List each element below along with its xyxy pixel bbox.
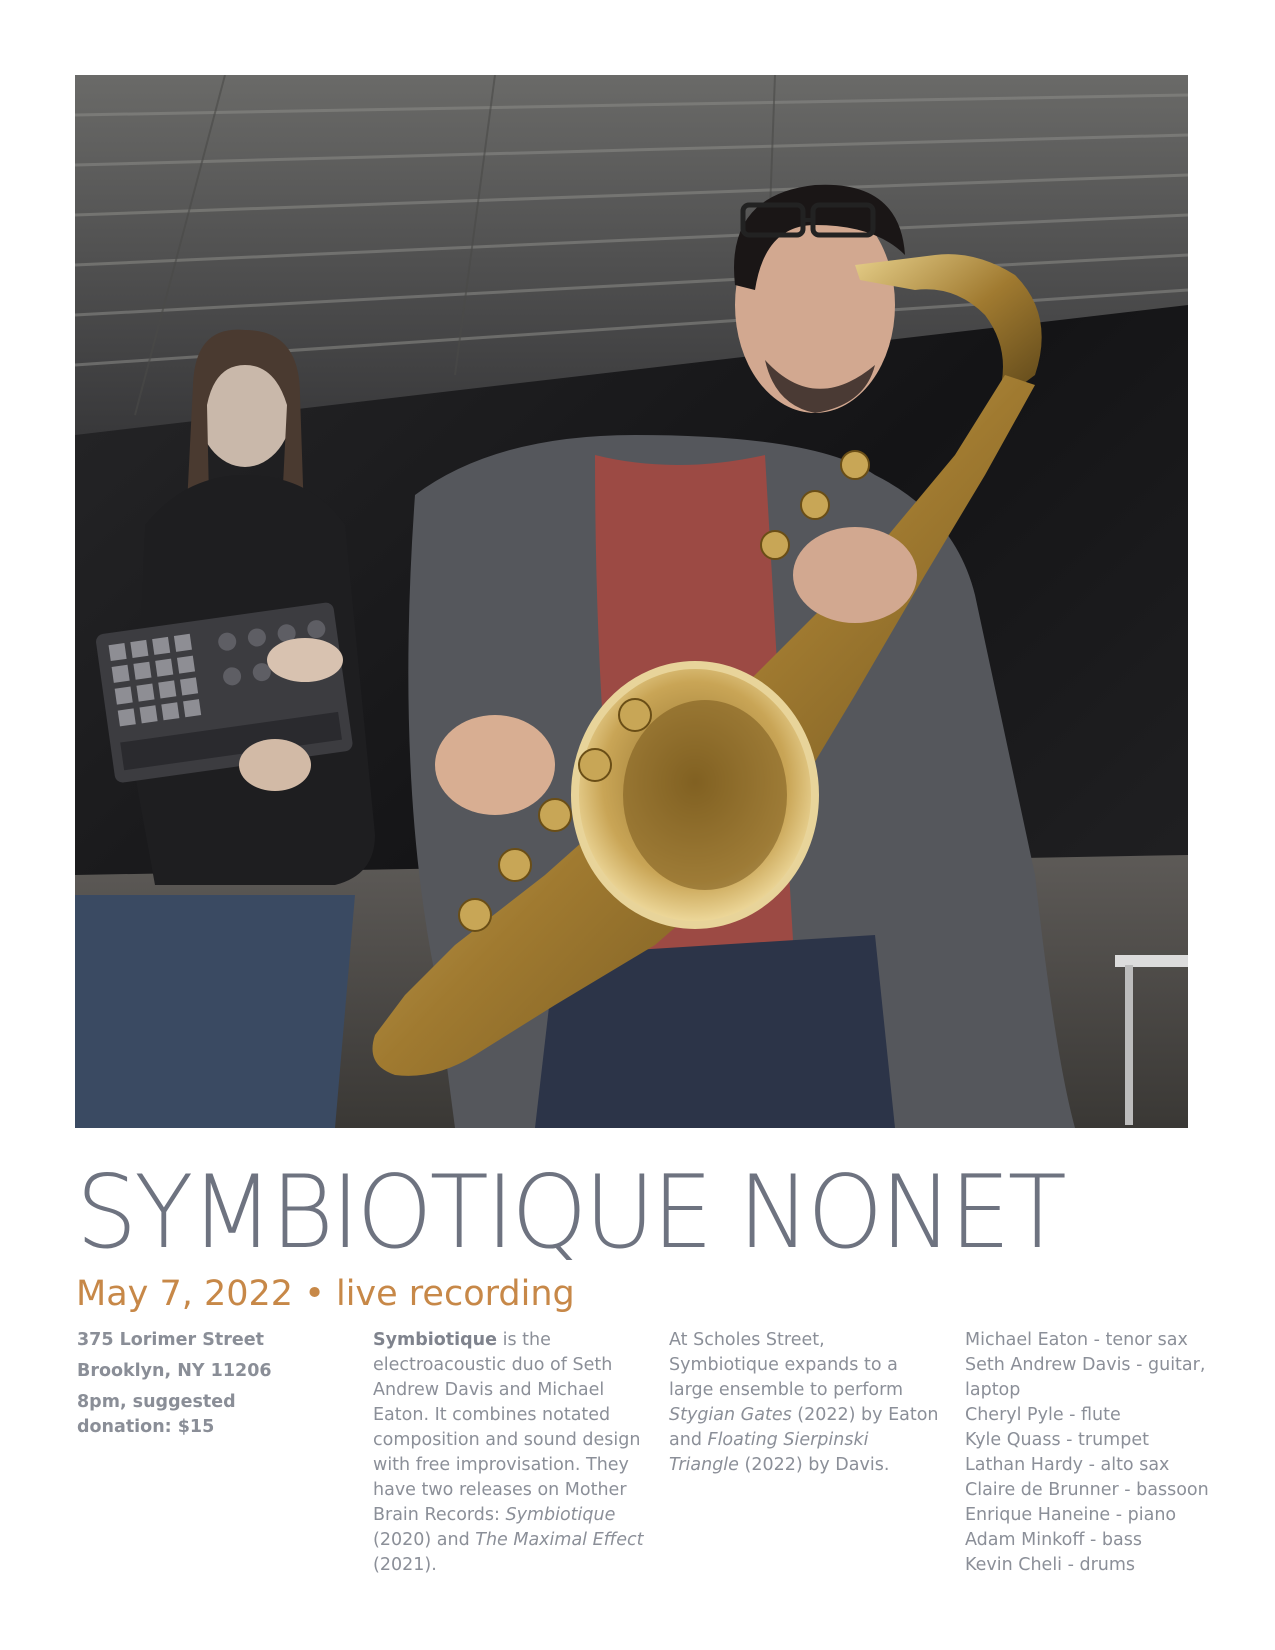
venue-info: [77, 1328, 332, 1446]
program-text-2: (2022) by Eaton and: [669, 1405, 939, 1450]
program-text-1: At Scholes Street, Symbiotique expands to a large ensemble to perform: [669, 1330, 904, 1400]
program-text-3: (2022) by Davis.: [738, 1455, 890, 1475]
personnel-list: [965, 1328, 1235, 1578]
venue-time-price: 8pm, suggested donation: $15: [77, 1392, 236, 1437]
program-work-1: Stygian Gates: [669, 1405, 792, 1425]
about-name: Symbiotique: [373, 1330, 498, 1350]
personnel-item: Enrique Haneine - piano: [965, 1505, 1177, 1525]
about-album-2: The Maximal Effect: [475, 1530, 644, 1550]
program-paragraph: [669, 1328, 939, 1478]
about-text-2: (2020) and: [373, 1530, 476, 1550]
personnel-item: Kyle Quass - trumpet: [965, 1430, 1149, 1450]
about-text-3: (2021).: [373, 1555, 437, 1575]
personnel-item: Lathan Hardy - alto sax: [965, 1455, 1170, 1475]
personnel-item: Seth Andrew Davis - guitar, laptop: [965, 1355, 1206, 1400]
about-text-1: is the electroacoustic duo of Seth Andrew Davis and Michael Eaton. It combines notated composition and sound design with free improvisation. They have two releases on Mother Brain Records:: [373, 1330, 641, 1525]
about-album-1: Symbiotique: [505, 1505, 616, 1525]
personnel-item: Kevin Cheli - drums: [965, 1555, 1136, 1575]
personnel-item: Adam Minkoff - bass: [965, 1530, 1142, 1550]
about-paragraph: [373, 1328, 648, 1578]
venue-street: 375 Lorimer Street: [77, 1330, 264, 1350]
personnel-item: Cheryl Pyle - flute: [965, 1405, 1121, 1425]
personnel-item: Claire de Brunner - bassoon: [965, 1480, 1209, 1500]
personnel-item: Michael Eaton - tenor sax: [965, 1330, 1188, 1350]
event-title: SYMBIOTIQUE NONET: [76, 1153, 1064, 1271]
hero-photo: [75, 75, 1188, 1128]
program-work-2: Floating Sierpinski Triangle: [669, 1430, 869, 1475]
venue-city: Brooklyn, NY 11206: [77, 1361, 272, 1381]
event-date-subtitle: May 7, 2022 • live recording: [76, 1274, 575, 1314]
